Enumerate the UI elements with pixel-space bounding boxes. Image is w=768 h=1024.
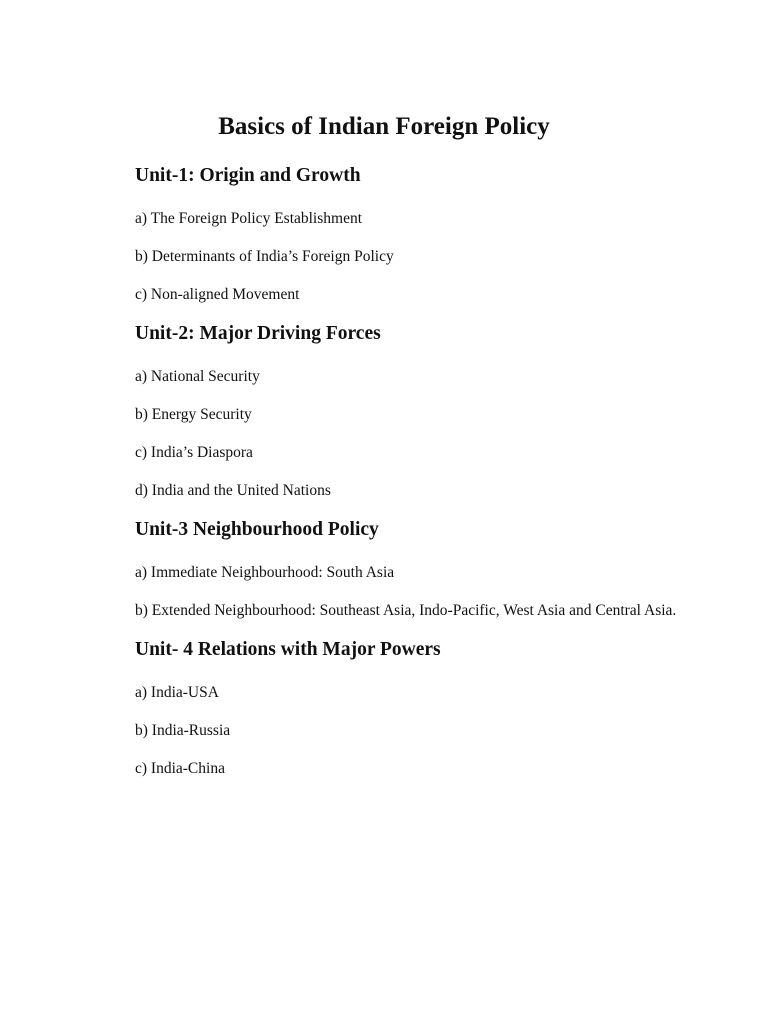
unit-2-section <box>135 319 735 502</box>
list-item: c) Non-aligned Movement <box>135 286 300 303</box>
unit-2-heading: Unit-2: Major Driving Forces <box>135 323 381 344</box>
list-item: a) Immediate Neighbourhood: South Asia <box>135 564 395 581</box>
unit-3-section <box>135 515 735 622</box>
list-item: a) The Foreign Policy Establishment <box>135 210 363 227</box>
unit-2-topic-list <box>135 349 735 502</box>
list-item: a) National Security <box>135 368 260 385</box>
unit-4-topic-list <box>135 665 735 780</box>
list-item: d) India and the United Nations <box>135 482 331 499</box>
list-item: b) Extended Neighbourhood: Southeast Asia, Indo-Pacific, West Asia and Central Asia. <box>135 602 677 619</box>
unit-3-heading: Unit-3 Neighbourhood Policy <box>135 519 379 540</box>
list-item: c) India-China <box>135 760 225 777</box>
unit-4-heading: Unit- 4 Relations with Major Powers <box>135 639 441 660</box>
unit-1-section <box>135 161 735 306</box>
page-title: Basics of Indian Foreign Policy <box>218 113 550 140</box>
unit-3-topic-list <box>135 545 735 622</box>
list-item: c) India’s Diaspora <box>135 444 253 461</box>
unit-1-topic-list <box>135 191 735 306</box>
document-body <box>135 161 735 780</box>
list-item: b) India-Russia <box>135 722 231 739</box>
list-item: b) Determinants of India’s Foreign Policy <box>135 248 394 265</box>
list-item: a) India-USA <box>135 684 219 701</box>
unit-4-section <box>135 635 735 780</box>
list-item: b) Energy Security <box>135 406 252 423</box>
unit-1-heading: Unit-1: Origin and Growth <box>135 165 361 186</box>
